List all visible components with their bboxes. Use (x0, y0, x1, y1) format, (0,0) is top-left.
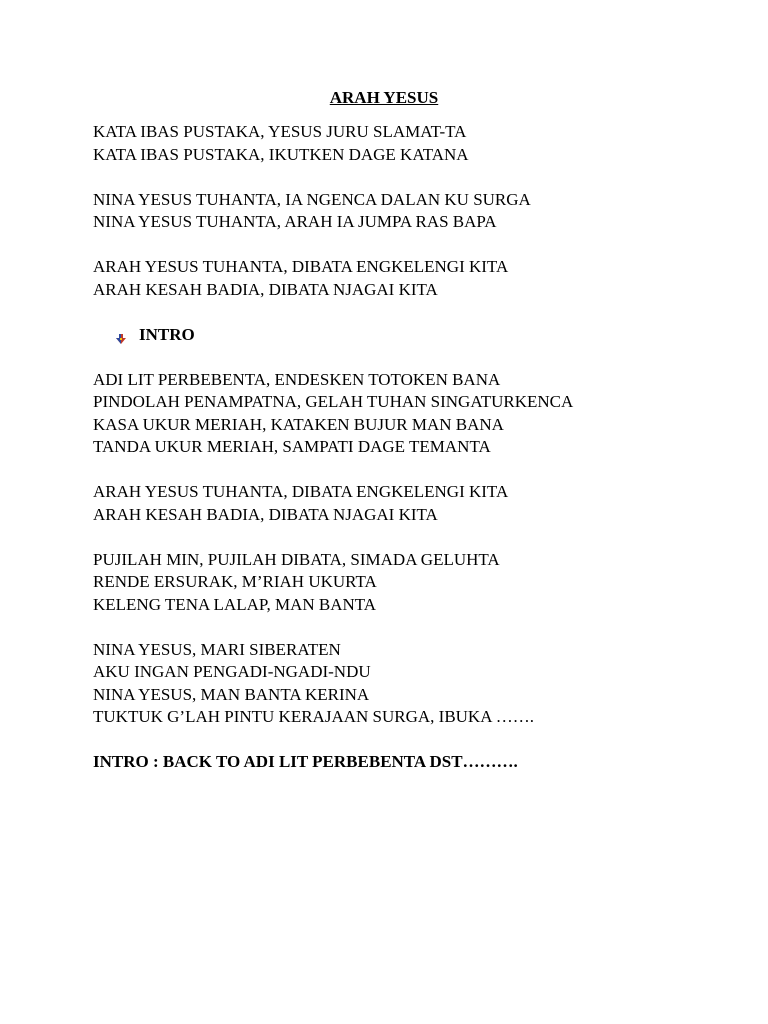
intro-instruction: INTRO : BACK TO ADI LIT PERBEBENTA DST………. (93, 752, 518, 771)
lyric-line: PINDOLAH PENAMPATNA, GELAH TUHAN SINGATURKENCA (93, 392, 574, 411)
stanza-4 (93, 369, 733, 459)
intro-bullet (93, 324, 733, 347)
stanza-7 (93, 639, 733, 729)
lyric-line: TANDA UKUR MERIAH, SAMPATI DAGE TEMANTA (93, 437, 491, 456)
document-title: ARAH YESUS (329, 88, 439, 107)
lyrics-body (93, 121, 733, 774)
arrow-bullet-icon (115, 329, 127, 341)
lyric-line: TUKTUK G’LAH PINTU KERAJAAN SURGA, IBUKA ……. (93, 707, 535, 726)
lyric-line: PUJILAH MIN, PUJILAH DIBATA, SIMADA GELUHTA (93, 549, 500, 569)
lyric-line: KATA IBAS PUSTAKA, IKUTKEN DAGE KATANA (93, 144, 469, 164)
lyric-line: KELENG TENA LALAP, MAN BANTA (93, 594, 377, 614)
intro-label: INTRO (139, 324, 195, 344)
lyric-line: NINA YESUS, MAN BANTA KERINA (93, 684, 370, 704)
lyric-line: NINA YESUS, MARI SIBERATEN (93, 639, 341, 659)
stanza-1 (93, 121, 733, 166)
lyric-line: ARAH KESAH BADIA, DIBATA NJAGAI KITA (93, 504, 438, 524)
stanza-2 (93, 189, 733, 234)
lyric-line: RENDE ERSURAK, M’RIAH UKURTA (93, 572, 377, 591)
lyric-line: AKU INGAN PENGADI-NGADI-NDU (93, 662, 371, 681)
lyric-line: NINA YESUS TUHANTA, ARAH IA JUMPA RAS BAPA (93, 212, 497, 231)
lyric-line: ARAH YESUS TUHANTA, DIBATA ENGKELENGI KITA (93, 482, 509, 501)
lyric-line: ADI LIT PERBEBENTA, ENDESKEN TOTOKEN BANA (93, 369, 501, 389)
lyric-line: NINA YESUS TUHANTA, IA NGENCA DALAN KU SURGA (93, 189, 531, 209)
lyric-line: ARAH YESUS TUHANTA, DIBATA ENGKELENGI KITA (93, 257, 509, 276)
stanza-6 (93, 549, 733, 617)
stanza-5 (93, 481, 733, 526)
lyric-line: KASA UKUR MERIAH, KATAKEN BUJUR MAN BANA (93, 414, 504, 434)
stanza-3 (93, 256, 733, 301)
lyric-line: KATA IBAS PUSTAKA, YESUS JURU SLAMAT-TA (93, 122, 467, 141)
lyric-line: ARAH KESAH BADIA, DIBATA NJAGAI KITA (93, 279, 438, 299)
